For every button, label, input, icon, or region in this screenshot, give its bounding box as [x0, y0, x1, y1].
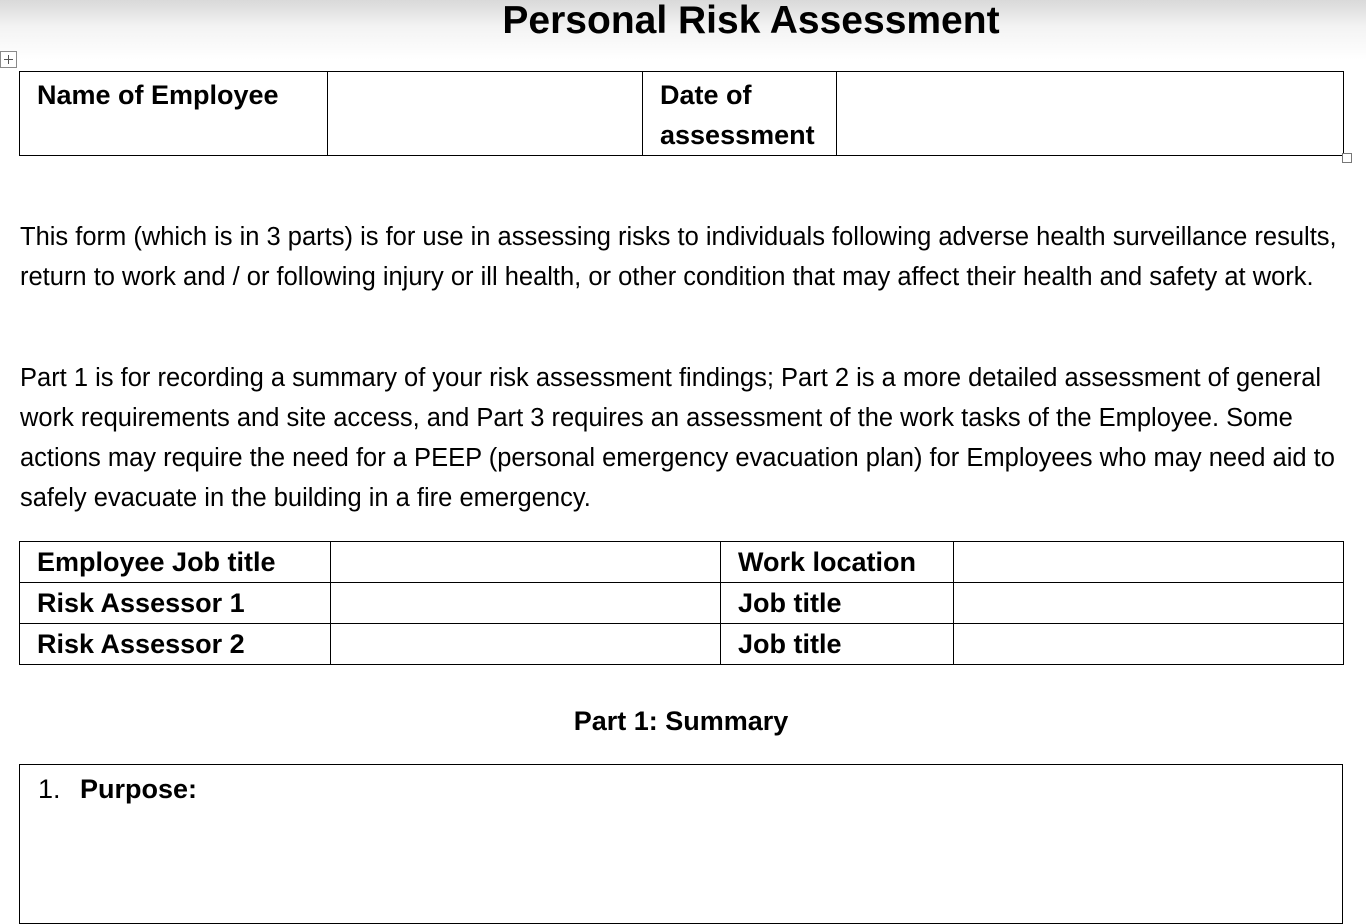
purpose-label: Purpose:: [80, 774, 198, 804]
date-of-assessment-field[interactable]: [837, 72, 1344, 156]
employee-job-title-field[interactable]: [331, 542, 721, 583]
part-1-heading: Part 1: Summary: [573, 706, 789, 736]
risk-assessor-2-field[interactable]: [331, 624, 721, 665]
intro-paragraph-2: Part 1 is for recording a summary of your risk assessment findings; Part 2 is a more detailed assessment of general work requirements and site access, and Part 3 requires an assessment of the work tasks of the Employee. Some actions may require the need for a PEEP (personal emergency evacuation plan) for Employees who may need aid to safely evacuate in the building in a fire emergency.: [20, 364, 1335, 512]
risk-assessor-1-label: Risk Assessor 1: [20, 583, 331, 624]
intro-paragraph-1: This form (which is in 3 parts) is for use in assessing risks to individuals following adverse health surveillance results, return to work and / or following injury or ill health, or other condition that may affect their health and safety at work.: [20, 223, 1337, 291]
employee-job-title-label: Employee Job title: [20, 542, 331, 583]
table-row: [20, 624, 1344, 665]
assessor-2-job-title-label: Job title: [721, 624, 954, 665]
work-location-label: Work location: [721, 542, 954, 583]
table-resize-handle-icon[interactable]: [1342, 153, 1352, 163]
purpose-number: 1.: [38, 774, 61, 804]
table-row: [20, 583, 1344, 624]
table-row: [20, 72, 1344, 156]
table-move-handle-icon[interactable]: [0, 51, 17, 68]
document-title: Personal Risk Assessment: [502, 0, 1000, 42]
assessor-1-job-title-label: Job title: [721, 583, 954, 624]
name-of-employee-field[interactable]: [328, 72, 643, 156]
date-of-assessment-label: Date of assessment: [643, 72, 837, 156]
table-row: [20, 542, 1344, 583]
name-of-employee-label: Name of Employee: [20, 72, 328, 156]
work-location-field[interactable]: [954, 542, 1344, 583]
purpose-box[interactable]: [19, 764, 1343, 924]
employee-table: [19, 71, 1344, 156]
risk-assessor-2-label: Risk Assessor 2: [20, 624, 331, 665]
assessor-1-job-title-field[interactable]: [954, 583, 1344, 624]
assessor-table: [19, 541, 1344, 665]
risk-assessor-1-field[interactable]: [331, 583, 721, 624]
assessor-2-job-title-field[interactable]: [954, 624, 1344, 665]
